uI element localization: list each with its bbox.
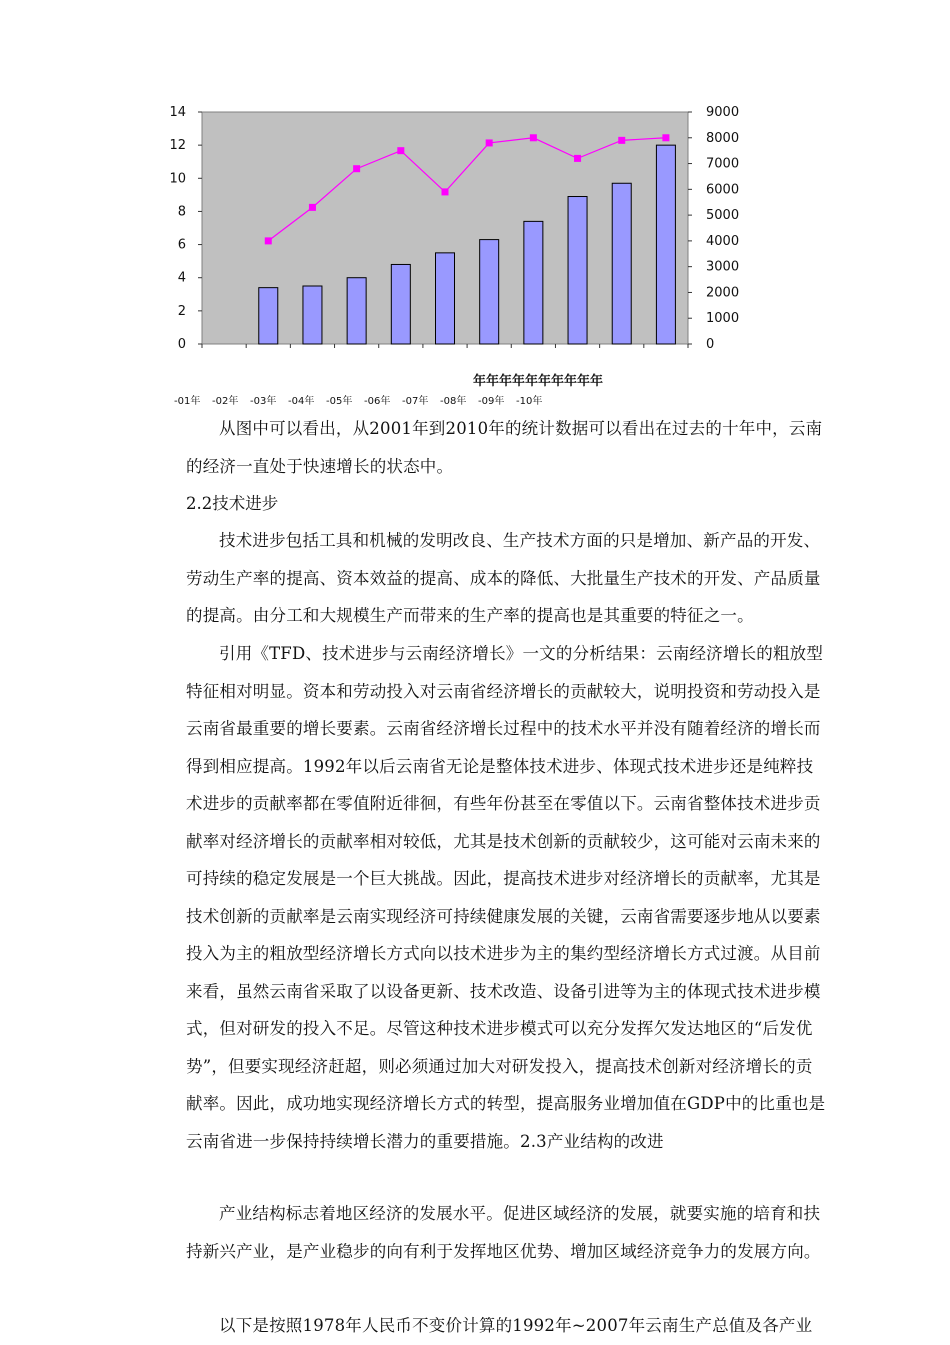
left-axis-tick-label: 10 — [169, 171, 186, 187]
bar — [656, 145, 675, 344]
x-axis-tick-label: -10年 — [516, 396, 543, 407]
bar — [480, 240, 499, 344]
left-axis-tick-label: 6 — [177, 237, 186, 253]
line-marker — [353, 165, 360, 172]
x-axis-tick-label: -06年 — [364, 396, 391, 407]
right-axis-tick-label: 7000 — [706, 156, 740, 172]
paragraph-2: 技术进步包括工具和机械的发明改良、生产技术方面的只是增加、新产品的开发、劳动生产率的提高、资本效益的提高、成本的降低、大批量生产技术的开发、产品质量的提高。由分工和大规模生产而带来的生产率的提高也是其重要的特征之一。 — [186, 531, 821, 625]
right-axis-tick-label: 4000 — [706, 233, 740, 249]
bar — [391, 264, 410, 344]
right-axis-tick-label: 0 — [706, 337, 715, 352]
paragraph-3: 引用《TFD、技术进步与云南经济增长》一文的分析结果：云南经济增长的粗放型特征相对明显。资本和劳动投入对云南省经济增长的贡献较大，说明投资和劳动投入是云南省最重要的增长要素。云南省经济增长过程中的技术水平并没有随着经济的增长而得到相应提高。1992年以后云南省无论是整体技术进步、体现式技术进步还是纯粹技术进步的贡献率都在零值附近徘徊，有些年份甚至在零值以下。云南省整体技术进步贡献率对经济增长的贡献率相对较低，尤其是技术创新的贡献较少，这可能对云南未来的可持续的稳定发展是一个巨大挑战。因此，提高技术进步对经济增长的贡献率，尤其是技术创新的贡献率是云南实现经济可持续健康发展的关键，云南省需要逐步地从以要素投入为主的粗放型经济增长方式向以技术进步为主的集约型经济增长方式过渡。从目前来看，虽然云南省采取了以设备更新、技术改造、设备引进等为主的体现式技术进步模式，但对研发的投入不足。尽管这种技术进步模式可以充分发挥欠发达地区的“后发优势”，但要实现经济赶超，则必须通过加大对研发投入，提高技术创新对经济增长的贡献率。因此，成功地实现经济增长方式的转型，提高服务业增加值在GDP中的比重也是云南省进一步保持持续增长潜力的重要措施。2.3产业结构的改进 — [186, 644, 826, 1151]
line-marker — [574, 155, 581, 162]
left-axis-tick-label: 12 — [169, 138, 186, 154]
bar — [303, 286, 322, 344]
line-marker — [530, 134, 537, 141]
left-axis-tick-label: 0 — [177, 337, 186, 352]
section-heading-2-2: 2.2技术进步 — [186, 494, 279, 513]
x-axis-tick-label: -01年 — [174, 396, 201, 407]
combo-chart — [150, 95, 770, 407]
line-marker — [309, 204, 316, 211]
left-axis-tick-label: 4 — [177, 270, 186, 286]
line-marker — [662, 134, 669, 141]
right-axis-tick-label: 6000 — [706, 182, 740, 198]
x-axis-tick-label: -04年 — [288, 396, 315, 407]
x-axis-tick-label: -09年 — [478, 396, 505, 407]
right-axis-tick-label: 5000 — [706, 208, 740, 224]
right-axis-tick-label: 1000 — [706, 311, 740, 327]
line-marker — [397, 147, 404, 154]
x-axis-tick-label: -08年 — [440, 396, 467, 407]
left-axis-tick-label: 14 — [169, 105, 186, 120]
bar — [347, 278, 366, 344]
left-axis-tick-label: 2 — [177, 303, 186, 319]
x-axis-tick-label: -05年 — [326, 396, 353, 407]
x-axis-tick-label: -03年 — [250, 396, 277, 407]
right-axis-tick-label: 8000 — [706, 130, 740, 146]
x-axis-tick-label: -07年 — [402, 396, 429, 407]
x-axis-header: 年年年年年年年年年年 — [472, 374, 604, 389]
paragraph-1: 从图中可以看出，从2001年到2010年的统计数据可以看出在过去的十年中，云南的经济一直处于快速增长的状态中。 — [186, 419, 823, 476]
right-axis-tick-label: 3000 — [706, 259, 740, 275]
bar — [612, 183, 631, 344]
line-marker — [618, 137, 625, 144]
line-marker — [442, 188, 449, 195]
right-axis-tick-label: 9000 — [706, 105, 740, 120]
line-marker — [486, 139, 493, 146]
chart-svg — [150, 95, 770, 407]
line-marker — [265, 237, 272, 244]
bar — [524, 221, 543, 344]
bar — [436, 253, 455, 344]
x-axis-tick-label: -02年 — [212, 396, 239, 407]
bar — [568, 197, 587, 344]
right-axis-tick-label: 2000 — [706, 285, 740, 301]
bar — [259, 288, 278, 344]
paragraph-5: 以下是按照1978年人民币不变价计算的1992年~2007年云南生产总值及各产业 — [219, 1316, 813, 1335]
left-axis-tick-label: 8 — [177, 204, 186, 220]
paragraph-4: 产业结构标志着地区经济的发展水平。促进区域经济的发展，就要实施的培育和扶持新兴产业，是产业稳步的向有利于发挥地区优势、增加区域经济竞争力的发展方向。 — [186, 1204, 821, 1261]
